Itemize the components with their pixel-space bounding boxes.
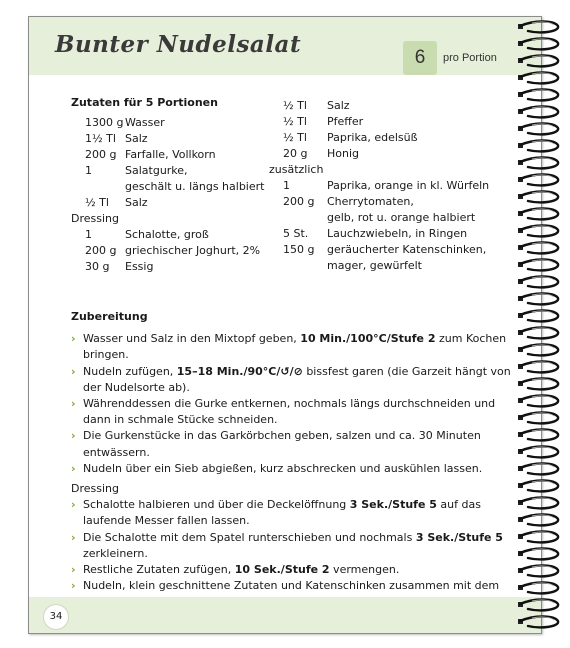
ingredient-row (85, 195, 264, 211)
binding-ring (518, 566, 558, 577)
ingredient-item: Pfeffer (327, 115, 364, 128)
step-text (83, 331, 511, 363)
recipe-page (28, 16, 542, 634)
step-text (83, 562, 511, 578)
binding-ring (518, 158, 558, 169)
ingredient-row (85, 179, 264, 195)
binding-ring (518, 209, 558, 220)
step-setting: 15–18 Min./90°C/↺/⊘ (176, 364, 303, 378)
ingredient-row (283, 98, 489, 114)
ingredient-row (283, 146, 489, 162)
binding-ring (518, 413, 558, 424)
preparation-step (71, 364, 511, 396)
ingredient-item: geschält u. längs halbiert (125, 180, 265, 193)
step-setting: 3 Sek./Stufe 5 (415, 530, 503, 544)
recipe-title: Bunter Nudelsalat (55, 31, 302, 58)
binding-ring (518, 294, 558, 305)
ingredient-item: Salz (327, 99, 350, 112)
ingredient-row (85, 147, 264, 163)
binding-ring (518, 260, 558, 271)
ingredient-row (283, 114, 489, 130)
ingredient-amount: ½ Tl (283, 99, 307, 112)
dressing-ingredient-list (71, 227, 264, 275)
step-text-part: Währenddessen die Gurke entkernen, nochmals längs durchschneiden und dann in schmale Stücke schneiden. (83, 397, 496, 427)
points-badge: 6 (403, 41, 437, 75)
step-text-part: Nudeln über ein Sieb abgießen, kurz abschrecken und auskühlen lassen. (83, 461, 483, 475)
step-text-part: Schalotte halbieren und über die Deckelöffnung (83, 498, 350, 512)
chevron-right-icon: › (71, 461, 76, 475)
ingredient-amount: 200 g (85, 148, 117, 161)
binding-ring (518, 107, 558, 118)
step-text (83, 428, 511, 460)
step-text-part: Restliche Zutaten zufügen, (83, 563, 235, 577)
points-label: pro Portion (443, 52, 497, 64)
binding-ring (518, 311, 558, 322)
ingredient-amount: ½ Tl (283, 115, 307, 128)
dressing-step (71, 530, 511, 562)
step-text (83, 396, 511, 428)
ingredient-amount: 20 g (283, 147, 308, 160)
binding-ring (518, 175, 558, 186)
binding-ring (518, 430, 558, 441)
step-text-part: Die Schalotte mit dem Spatel runterschieben und nochmals (83, 530, 416, 544)
binding-ring (518, 362, 558, 373)
spiral-binding (514, 16, 570, 632)
dressing-steps-label: Dressing (71, 482, 119, 496)
preparation-step (71, 331, 511, 363)
chevron-right-icon: › (71, 498, 76, 512)
binding-ring (518, 379, 558, 390)
ingredient-row (283, 242, 489, 258)
ingredient-row (85, 243, 264, 259)
dressing-step (71, 562, 511, 578)
ingredient-item: Essig (125, 260, 154, 273)
dressing-step (71, 497, 511, 529)
step-text-part: zum Kochen bringen. (83, 332, 507, 362)
ingredient-item: Paprika, orange in kl. Würfeln (327, 179, 490, 192)
ingredient-amount: ½ Tl (85, 196, 109, 209)
chevron-right-icon: › (71, 429, 76, 443)
step-text-part: vermengen. (329, 563, 400, 577)
ingredient-row (283, 210, 489, 226)
binding-ring (518, 56, 558, 67)
ingredient-amount (283, 258, 327, 274)
ingredient-item: Lauchzwiebeln, in Ringen (327, 227, 468, 240)
binding-ring (518, 141, 558, 152)
preparation-step (71, 461, 511, 477)
ingredient-amount: 150 g (283, 243, 315, 256)
binding-ring (518, 277, 558, 288)
ingredient-item: Salz (125, 132, 148, 145)
ingredients-heading: Zutaten für 5 Portionen (71, 96, 218, 109)
ingredient-list-main (71, 115, 264, 211)
ingredient-row (283, 178, 489, 194)
step-text (83, 530, 511, 562)
ingredient-item: Salatgurke, (125, 164, 188, 177)
chevron-right-icon: › (71, 397, 76, 411)
step-setting: 3 Sek./Stufe 5 (349, 498, 437, 512)
binding-ring (518, 532, 558, 543)
binding-ring (518, 396, 558, 407)
binding-ring (518, 226, 558, 237)
binding-ring (518, 515, 558, 526)
ingredient-amount: 1 (85, 228, 92, 241)
ingredient-list-spices (269, 98, 489, 162)
preparation-step (71, 396, 511, 428)
ingredient-row (85, 115, 264, 131)
step-text-part: Nudeln, klein geschnittene Zutaten und Katenschinken zusammen mit dem (83, 579, 500, 593)
ingredient-row (283, 194, 489, 210)
binding-ring (518, 39, 558, 50)
preparation-section (71, 309, 511, 611)
binding-ring (518, 22, 558, 33)
step-text-part: Nudeln zufügen, (83, 364, 177, 378)
ingredient-item: griechischer Joghurt, 2% (125, 244, 261, 257)
step-setting: 10 Min./100°C/Stufe 2 (300, 332, 436, 346)
ingredient-amount: 1 (283, 179, 290, 192)
ingredient-row (85, 259, 264, 275)
binding-ring (518, 617, 558, 628)
additional-label: zusätzlich (269, 163, 324, 176)
binding-ring (518, 498, 558, 509)
ingredient-item: Honig (327, 147, 360, 160)
step-text-part: zerkleinern. (83, 546, 148, 560)
step-text (83, 461, 511, 477)
ingredient-amount: ½ Tl (283, 131, 307, 144)
binding-ring (518, 328, 558, 339)
ingredient-amount (85, 179, 125, 195)
step-text-part: Die Gurkenstücke in das Garkörbchen geben, salzen und ca. 30 Minuten entwässern. (83, 429, 481, 459)
binding-ring (518, 549, 558, 560)
ingredient-amount: 200 g (283, 195, 315, 208)
ingredient-row (283, 130, 489, 146)
binding-ring (518, 73, 558, 84)
preparation-heading: Zubereitung (71, 310, 148, 323)
ingredient-row (85, 131, 264, 147)
ingredient-amount: 1½ Tl (85, 132, 116, 145)
page-number: 34 (43, 604, 69, 630)
ingredient-item: geräucherter Katenschinken, (327, 243, 487, 256)
ingredient-item: Wasser (125, 116, 165, 129)
binding-ring (518, 243, 558, 254)
step-text-part: Wasser und Salz in den Mixtopf geben, (83, 332, 301, 346)
chevron-right-icon: › (71, 364, 76, 378)
ingredient-item: mager, gewürfelt (327, 259, 422, 272)
binding-ring (518, 192, 558, 203)
step-setting: 10 Sek./Stufe 2 (234, 563, 330, 577)
chevron-right-icon: › (71, 530, 76, 544)
binding-ring (518, 345, 558, 356)
ingredient-item: Paprika, edelsüß (327, 131, 418, 144)
dressing-label: Dressing (71, 212, 119, 225)
step-text-part: bissfest garen (die Garzeit hängt von der Nudelsorte ab). (83, 364, 511, 394)
ingredient-item: Cherrytomaten, (327, 195, 414, 208)
ingredient-amount: 5 St. (283, 227, 309, 240)
binding-ring (518, 481, 558, 492)
ingredient-amount: 30 g (85, 260, 110, 273)
chevron-right-icon: › (71, 579, 76, 593)
binding-ring (518, 464, 558, 475)
binding-ring (518, 124, 558, 135)
ingredient-row (283, 226, 489, 242)
footer-band (29, 597, 541, 633)
ingredient-amount: 1 (85, 164, 92, 177)
ingredients-left-column (71, 95, 264, 275)
ingredient-item: Schalotte, groß (125, 228, 209, 241)
binding-ring (518, 447, 558, 458)
ingredient-item: Salz (125, 196, 148, 209)
ingredients-right-column (269, 98, 489, 274)
ingredient-row (85, 163, 264, 179)
additional-ingredient-list (269, 178, 489, 274)
ingredient-amount: 1300 g (85, 116, 124, 129)
ingredient-item: Farfalle, Vollkorn (125, 148, 216, 161)
preparation-step (71, 428, 511, 460)
ingredient-amount (283, 210, 327, 226)
binding-ring (518, 90, 558, 101)
step-text (83, 364, 511, 396)
ingredient-row (85, 227, 264, 243)
binding-ring (518, 600, 558, 611)
ingredient-item: gelb, rot u. orange halbiert (327, 211, 476, 224)
chevron-right-icon: › (71, 332, 76, 346)
ingredient-amount: 200 g (85, 244, 117, 257)
chevron-right-icon: › (71, 563, 76, 577)
step-text (83, 497, 511, 529)
step-text-part: auf das laufende Messer fallen lassen. (83, 498, 481, 528)
binding-ring (518, 583, 558, 594)
ingredient-row (283, 258, 489, 274)
